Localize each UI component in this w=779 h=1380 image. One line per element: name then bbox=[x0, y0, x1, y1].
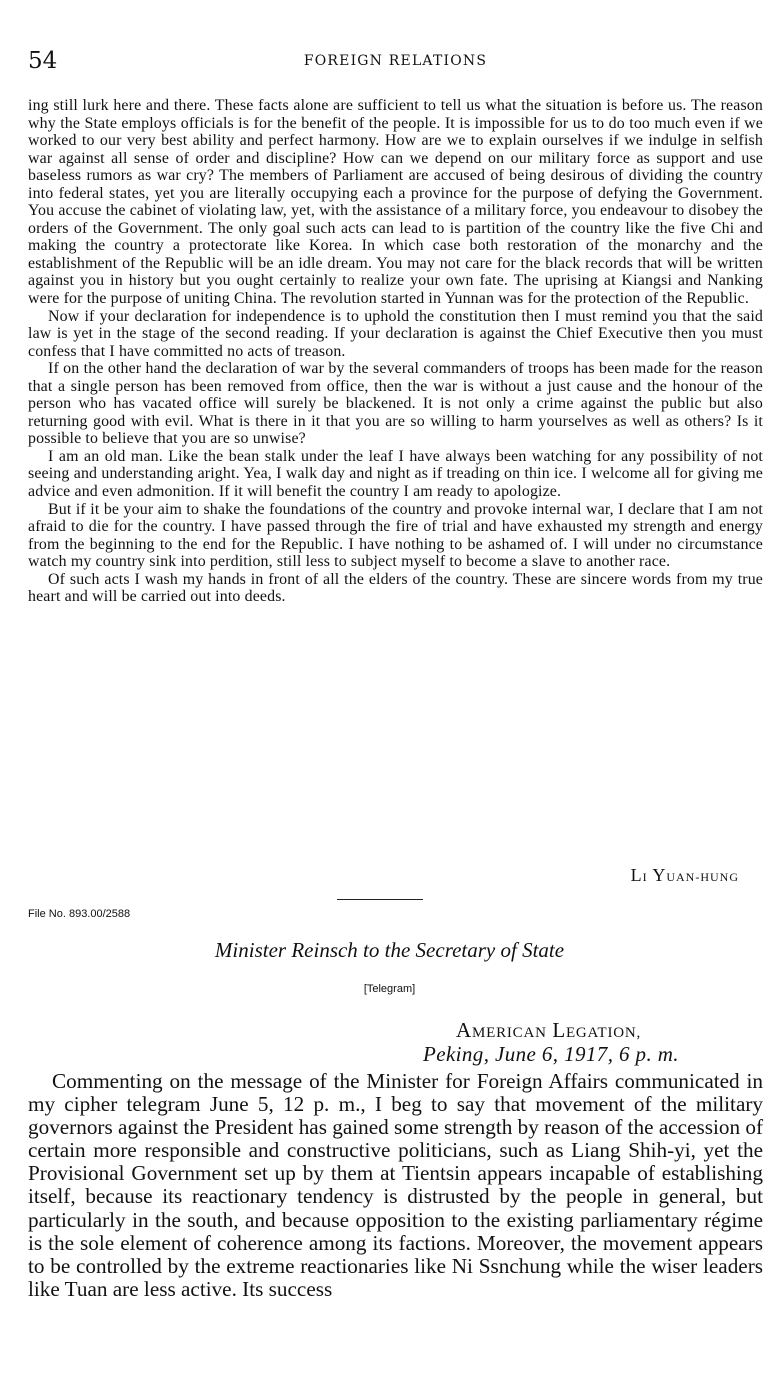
page-header bbox=[28, 48, 763, 78]
dateline: Peking, June 6, 1917, 6 p. m. bbox=[423, 1042, 679, 1066]
file-number: File No. 893.00/2588 bbox=[28, 908, 131, 920]
running-head: FOREIGN RELATIONS bbox=[303, 53, 488, 69]
letter-paragraph: I am an old man. Like the bean stalk under the leaf I have always been watching for any possibility of not seeing and understanding aright. Yea, I walk day and night as if treading on thin ice. I welcome all for giving me advice and even admonition. If it will benefit the country I am ready to apologize. bbox=[28, 447, 763, 501]
letter-paragraph: If on the other hand the declaration of war by the several commanders of troops has been made for the reason that a single person has been removed from office, then the war is without a just cause and the honour of the person who has vacated office will surely be blackened. It is not only a crime against the public but also returning good with evil. What is there in it that you are so willing to harm yourselves as well as others? Is it possible to believe that you are so unwise? bbox=[28, 360, 763, 448]
telegram-body bbox=[28, 1070, 763, 1301]
letter-body bbox=[28, 97, 763, 606]
letter-paragraph: ing still lurk here and there. These facts alone are sufficient to tell us what the situation is before us. The reason why the State employs officials is for the benefit of the people. It is impossible for us to do too much even if we worked to our very best ability and perfect harmony. How are we to explain ourselves if we indulge in selfish war against all sense of order and discipline? How can we depend on our military force as support and use baseless rumors as war cry? The members of Parliament are accused of being desirous of dividing the country into federal states, yet you are literally occupying each a province for the purpose of defying the Government. You accuse the cabinet of violating law, yet, with the assistance of a military force, you endeavour to disobey the orders of the Government. The only goal such acts can lead to is partition of the country like the five Chi and making the country a protectorate like Korea. In which case both restoration of the monarchy and the establishment of the Republic will be an idle dream. You may not care for the black records that will be written against you in history but you ought certainly to realize your own fate. The uprising at Kiangsi and Nanking were for the purpose of uniting China. The revolution started in Yunnan was for the protection of the Republic. bbox=[28, 97, 763, 308]
page-number: 54 bbox=[28, 48, 58, 74]
legation-heading: AMERICAN LEGATION, bbox=[456, 1018, 642, 1042]
letter-paragraph: Now if your declaration for independence is to uphold the constitution then I must remind you that the said law is yet in the stage of the second reading. If your declaration is against the Chief Executive then you must confess that I have committed no acts of treason. bbox=[28, 307, 763, 360]
telegram-paragraph: Commenting on the message of the Minister for Foreign Affairs communicated in my cipher telegram June 5, 12 p. m., I beg to say that movement of the military governors against the President has gained some strength by reason of the accession of certain more responsible and constructive politicians, such as Liang Shih-yi, yet the Provisional Government set up by them at Tientsin appears incapable of establishing itself, because its reactionary tendency is distrusted by the people in general, but particularly in the south, and because opposition to the existing parliamentary régime is the sole element of coherence among its factions. Moreover, the movement appears to be controlled by the extreme reactionaries like Ni Ssnchung while the wiser leaders like Tuan are less active. Its success bbox=[28, 1069, 763, 1301]
signature: LI YUAN-HUNG bbox=[630, 865, 739, 885]
document-type-label: [Telegram] bbox=[363, 983, 416, 995]
letter-paragraph: Of such acts I wash my hands in front of all the elders of the country. These are sincere words from my true heart and will be carried out into deeds. bbox=[28, 570, 763, 606]
section-divider bbox=[337, 899, 423, 900]
document-title: Minister Reinsch to the Secretary of State bbox=[214, 938, 565, 962]
letter-paragraph: But if it be your aim to shake the foundations of the country and provoke internal war, I declare that I am not afraid to die for the country. I have passed through the fire of trial and have exhausted my strength and energy from the beginning to the end for the Republic. I have nothing to be ashamed of. I will under no circumstance watch my country sink into perdition, still less to subject myself to become a slave to another race. bbox=[28, 500, 763, 571]
